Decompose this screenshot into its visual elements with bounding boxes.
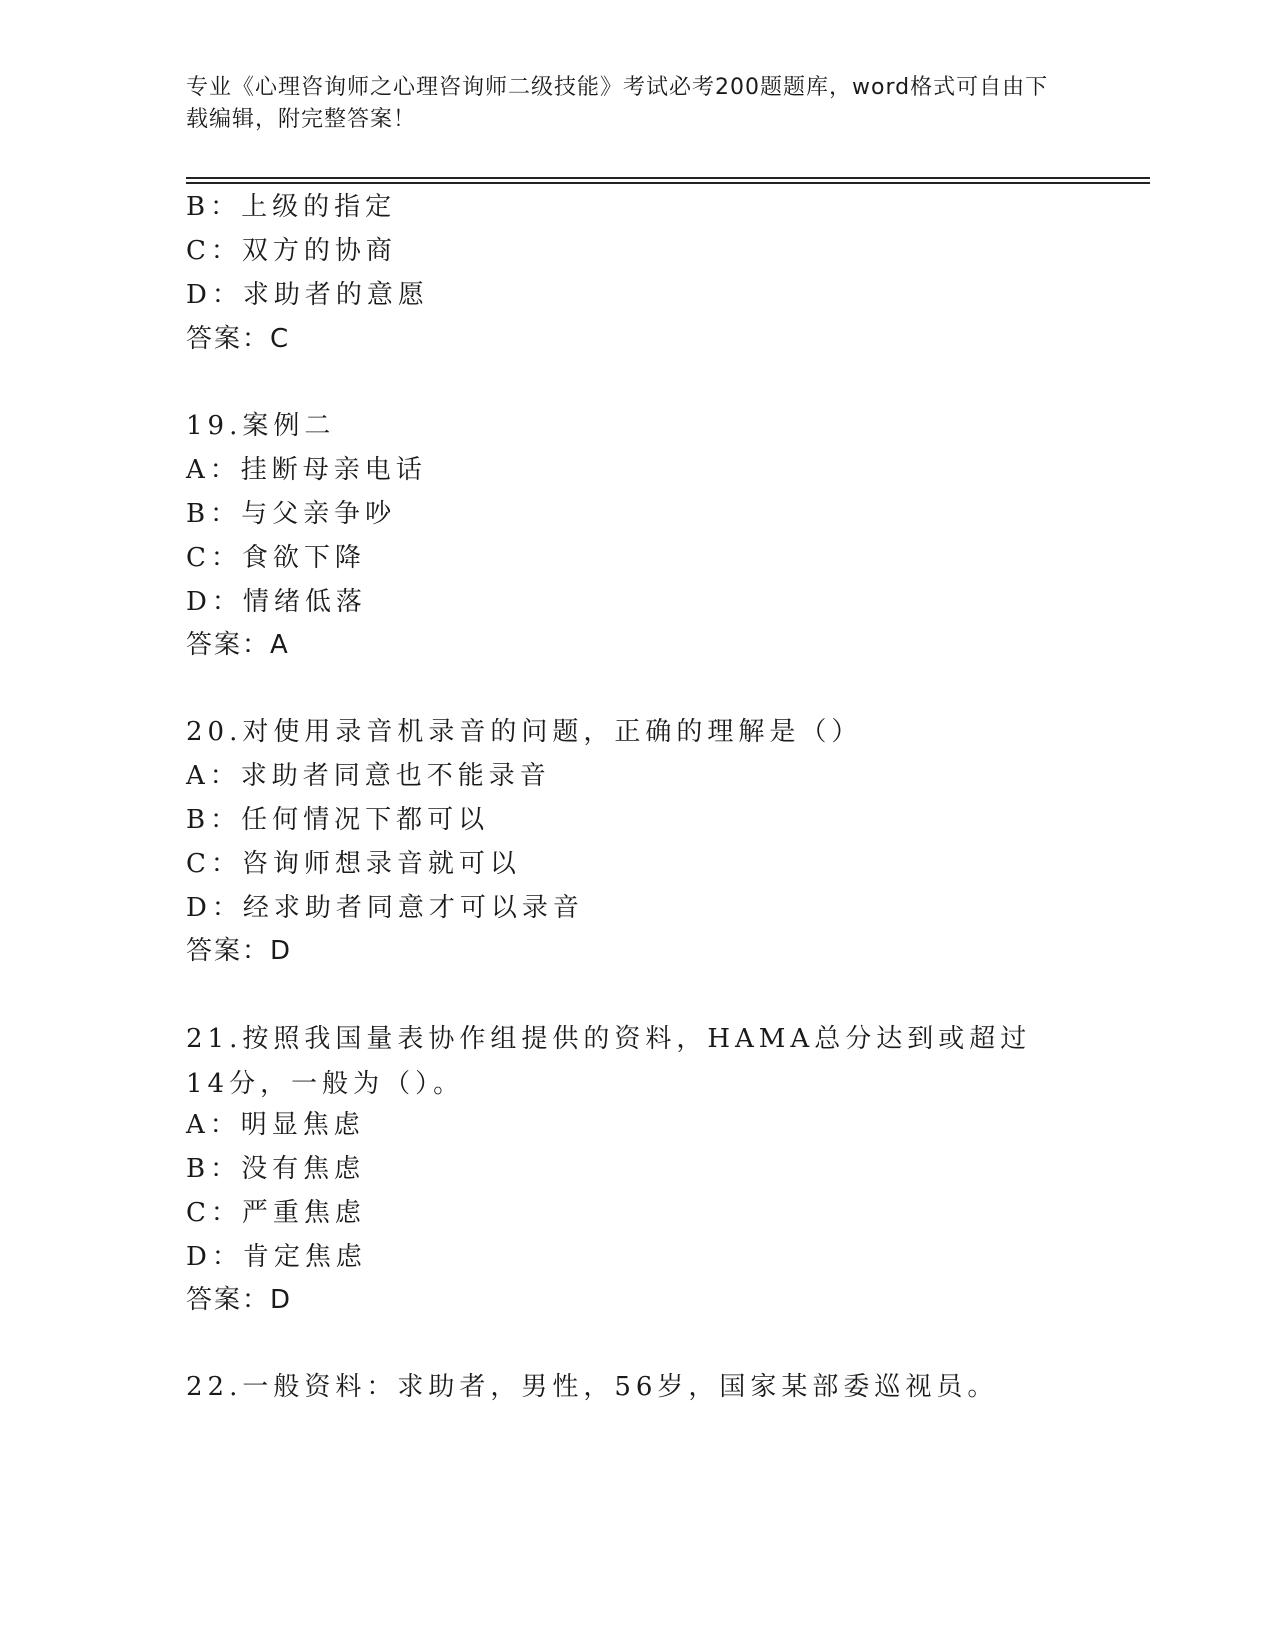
q18-option-d: D：求助者的意愿: [186, 280, 429, 310]
q21-option-b: B：没有焦虑: [186, 1154, 366, 1184]
q20-option-d: D：经求助者同意才可以录音: [186, 893, 584, 923]
q21-option-d: D：肯定焦虑: [186, 1242, 367, 1272]
q18-answer: 答案：C: [186, 324, 291, 354]
q19-option-c: C：食欲下降: [186, 543, 366, 573]
document-header: 专业《心理咨询师之心理咨询师二级技能》考试必考200题题库，word格式可自由下载编辑，附完整答案！: [186, 75, 1049, 132]
q19-option-a: A：挂断母亲电话: [186, 455, 427, 485]
q19-question: 19.案例二: [186, 411, 336, 441]
q18-option-b: B：上级的指定: [186, 192, 397, 222]
q19-option-b: B：与父亲争吵: [186, 499, 397, 529]
q21-question: 21.按照我国量表协作组提供的资料，HAMA总分达到或超过14分，一般为（）。: [186, 1024, 1032, 1099]
header-divider-secondary: [186, 182, 1150, 184]
q20-option-b: B：任何情况下都可以: [186, 805, 490, 835]
q19-option-d: D：情绪低落: [186, 587, 367, 617]
header-divider: [186, 177, 1150, 179]
q18-option-c: C：双方的协商: [186, 236, 397, 266]
q22-question: 22.一般资料：求助者，男性，56岁，国家某部委巡视员。: [186, 1372, 999, 1402]
q20-answer: 答案：D: [186, 936, 293, 966]
q21-answer: 答案：D: [186, 1285, 293, 1315]
q20-option-a: A：求助者同意也不能录音: [186, 761, 551, 791]
q19-answer: 答案：A: [186, 630, 290, 660]
q21-option-a: A：明显焦虑: [186, 1110, 365, 1140]
q20-question: 20.对使用录音机录音的问题，正确的理解是（）: [186, 717, 863, 747]
q20-option-c: C：咨询师想录音就可以: [186, 849, 521, 879]
q21-option-c: C：严重焦虑: [186, 1198, 366, 1228]
